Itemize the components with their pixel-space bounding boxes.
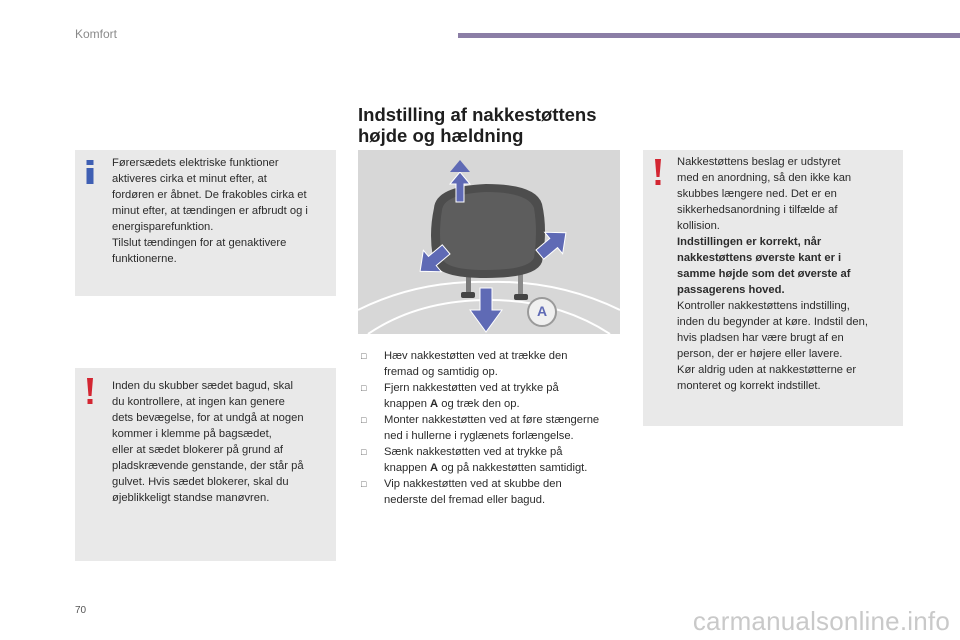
headrest-warning-text: Nakkestøttens beslag er udstyret med en anordning, så den ikke kan skubbes længere ned. Det er en sikkerhedsanordning i tilfælde af kollision. Indstillingen er korrekt, når nakkestøttens øverste kant er i samme højde som det øverste af passagerens hoved. Kontroller nakkestøttens indstilling, inden du begynder at køre. Indstil den, hvis pladsen har være brugt af en person, der er højere eller lavere. Kør aldrig uden at nakkestøtterne er monteret og korrekt indstillet.: [677, 156, 868, 392]
adjustment-steps-list: [358, 348, 628, 508]
checkbox-bullet-icon: □: [361, 415, 367, 425]
button-a-label: A: [536, 303, 548, 319]
seat-warning-box: [75, 368, 336, 561]
chapter-title: Komfort: [75, 27, 118, 41]
section-title: Indstilling af nakkestøttens højde og hældning: [358, 104, 597, 146]
headrest-drawing: [358, 150, 620, 334]
list-item: □ Hæv nakkestøtten ved at trække den fremad og samtidig op.: [361, 350, 568, 378]
checkbox-bullet-icon: □: [361, 351, 367, 361]
list-item: □ Sænk nakkestøtten ved at trykke på knappen A og på nakkestøtten samtidigt.: [361, 446, 588, 474]
info-note-text: Førersædets elektriske funktioner aktiveres cirka et minut efter, at fordøren er åbnet. De frakobles cirka et minut efter, at tændingen er afbrudt og i energisparefunktion. Tilslut tændingen for at genaktivere funktionerne.: [112, 157, 308, 265]
chapter-accent-bar: [458, 33, 960, 38]
warning-exclamation-icon: [654, 159, 662, 185]
headrest-illustration: [358, 150, 620, 334]
checkbox-bullet-icon: □: [361, 479, 367, 489]
seat-warning-text: Inden du skubber sædet bagud, skal du kontrollere, at ingen kan genere dets bevægelse, for at undgå at nogen kommer i klemme på bagsædet, eller at sædet blokerer på grund af pladskrævende genstande, der står på gulvet. Hvis sædet blokerer, skal du øjeblikkeligt standse manøvren.: [112, 380, 304, 504]
list-item: □ Monter nakkestøtten ved at føre stængerne ned i hullerne i ryglænets forlængelse.: [361, 414, 600, 442]
page-number: 70: [75, 605, 87, 616]
watermark: carmanualsonline.info: [692, 606, 950, 636]
checkbox-bullet-icon: □: [361, 447, 367, 457]
info-icon: [85, 160, 95, 184]
checkbox-bullet-icon: □: [361, 383, 367, 393]
list-item: □ Fjern nakkestøtten ved at trykke på knappen A og træk den op.: [361, 382, 559, 410]
headrest-warning-box: [643, 150, 903, 426]
list-item: □ Vip nakkestøtten ved at skubbe den nederste del fremad eller bagud.: [361, 478, 562, 506]
info-note-box: [75, 150, 336, 296]
warning-exclamation-icon: [86, 378, 94, 404]
